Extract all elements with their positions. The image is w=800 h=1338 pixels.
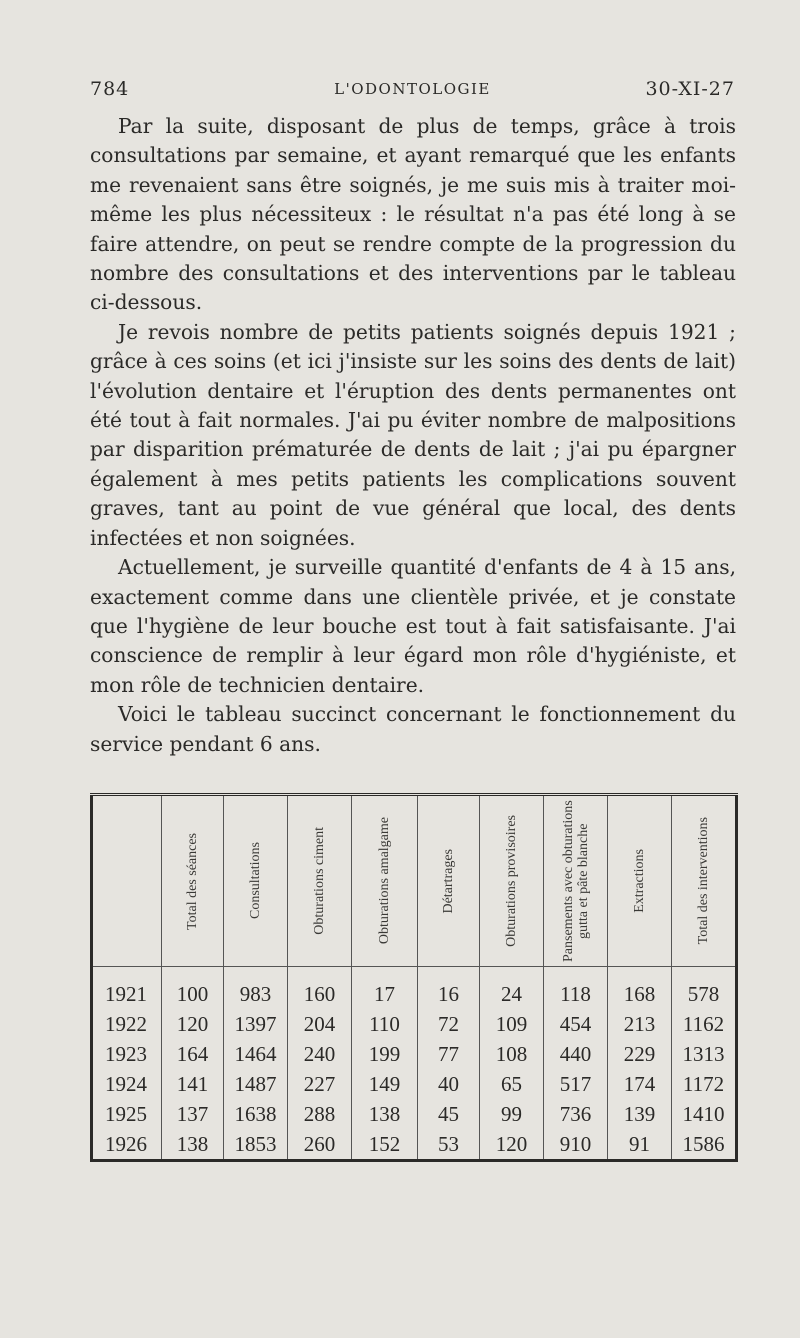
table-cell: 110 [352, 1009, 418, 1039]
table-cell: 109 [480, 1009, 544, 1039]
paragraph: Je revois nombre de petits patients soignés depuis 1921 ; grâce à ces soins (et ici j'insiste sur les soins des dents de lait) l'évolution dentaire et l'éruption des dents permanentes ont été tout à fait normales. J'ai pu éviter nombre de malpositions par disparition prématurée de dents de lait ; j'ai pu épargner également à mes petits patients les complications souvent graves, tant au point de vue général que local, des dents infectées et non soignées. [90, 319, 736, 550]
statistics-table-container [90, 793, 735, 1162]
table-cell: 164 [162, 1039, 224, 1069]
table-cell: 240 [288, 1039, 352, 1069]
paragraph: Par la suite, disposant de plus de temps, grâce à trois consultations par semaine, et ayant remarqué que les enfants me revenaient sans être soignés, je me suis mis à traiter moi-même les plus nécessiteux : le résultat n'a pas été long à se faire attendre, on peut se rendre compte de la progression du nombre des consultations et des interventions par le tableau ci-dessous. [90, 114, 736, 315]
header-obturations-provisoires: Obturations provisoires [480, 795, 544, 967]
table-cell: 213 [608, 1009, 672, 1039]
header-obturations-ciment: Obturations ciment [288, 795, 352, 967]
table-cell: 1313 [672, 1039, 737, 1069]
cell-year: 1925 [105, 1101, 147, 1126]
table-cell: 138 [162, 1129, 224, 1161]
table-cell: 260 [288, 1129, 352, 1161]
table-cell: 1410 [672, 1099, 737, 1129]
table-cell: 1853 [224, 1129, 288, 1161]
table-cell: 440 [544, 1039, 608, 1069]
table-cell: 227 [288, 1069, 352, 1099]
header-extractions: Extractions [608, 795, 672, 967]
paragraph: Actuellement, je surveille quantité d'enfants de 4 à 15 ans, exactement comme dans une clientèle privée, et je constate que l'hygiène de leur bouche est tout à fait satisfaisante. J'ai conscience de remplir à leur égard mon rôle d'hygiéniste, et mon rôle de technicien dentaire. [90, 555, 736, 697]
table-cell: 118 [544, 979, 608, 1009]
journal-title: L'ODONTOLOGIE [334, 80, 491, 98]
table-cell: 16 [418, 979, 480, 1009]
table-row [92, 1129, 737, 1161]
table-cell: 72 [418, 1009, 480, 1039]
header-pansements: Pansements avec obturations gutta et pâte blanche [544, 795, 608, 967]
table-cell: 174 [608, 1069, 672, 1099]
table-cell: 160 [288, 979, 352, 1009]
table-cell: 77 [418, 1039, 480, 1069]
table-cell: 454 [544, 1009, 608, 1039]
table-cell: 99 [480, 1099, 544, 1129]
table-cell: 149 [352, 1069, 418, 1099]
table-cell: 1487 [224, 1069, 288, 1099]
issue-date: 30-XI-27 [645, 78, 735, 100]
table-cell: 91 [608, 1129, 672, 1161]
table-header-row [92, 795, 737, 967]
table-row [92, 1039, 737, 1069]
table-row [92, 979, 737, 1009]
table-cell: 139 [608, 1099, 672, 1129]
table-cell: 65 [480, 1069, 544, 1099]
table-cell: 1162 [672, 1009, 737, 1039]
table-cell: 40 [418, 1069, 480, 1099]
table-cell: 24 [480, 979, 544, 1009]
table-row [92, 1009, 737, 1039]
header-obturations-amalgame: Obturations amalgame [352, 795, 418, 967]
cell-year: 1921 [105, 981, 147, 1006]
table-cell: 1638 [224, 1099, 288, 1129]
table-cell: 168 [608, 979, 672, 1009]
body-text [90, 112, 736, 759]
table-cell: 100 [162, 979, 224, 1009]
header-total-seances: Total des séances [162, 795, 224, 967]
table-row [92, 1069, 737, 1099]
table-cell: 288 [288, 1099, 352, 1129]
cell-year: 1926 [92, 1129, 162, 1161]
table-cell: 578 [672, 979, 737, 1009]
table-spacer [92, 967, 737, 980]
table-cell: 17 [352, 979, 418, 1009]
table-cell: 1397 [224, 1009, 288, 1039]
table-cell: 137 [162, 1099, 224, 1129]
table-cell: 229 [608, 1039, 672, 1069]
statistics-table [90, 793, 738, 1162]
table-cell: 910 [544, 1129, 608, 1161]
header-total-interventions: Total des interventions [672, 795, 737, 967]
table-cell: 53 [418, 1129, 480, 1161]
table-cell: 45 [418, 1099, 480, 1129]
table-cell: 983 [224, 979, 288, 1009]
cell-year: 1924 [105, 1071, 147, 1096]
header-year [92, 795, 162, 967]
header-consultations: Consultations [224, 795, 288, 967]
table-cell: 138 [352, 1099, 418, 1129]
table-cell: 120 [162, 1009, 224, 1039]
header-detartrages: Détartrages [418, 795, 480, 967]
paragraph: Voici le tableau succinct concernant le fonctionnement du service pendant 6 ans. [90, 702, 736, 756]
table-cell: 1464 [224, 1039, 288, 1069]
table-cell: 517 [544, 1069, 608, 1099]
table-cell: 199 [352, 1039, 418, 1069]
table-cell: 120 [480, 1129, 544, 1161]
table-cell: 141 [162, 1069, 224, 1099]
cell-year: 1922 [105, 1011, 147, 1036]
table-cell: 152 [352, 1129, 418, 1161]
page-number: 784 [90, 78, 130, 100]
table-cell: 1586 [672, 1129, 737, 1161]
table-cell: 1172 [672, 1069, 737, 1099]
table-cell: 736 [544, 1099, 608, 1129]
table-cell: 108 [480, 1039, 544, 1069]
table-row [92, 1099, 737, 1129]
cell-year: 1923 [105, 1041, 147, 1066]
table-cell: 204 [288, 1009, 352, 1039]
